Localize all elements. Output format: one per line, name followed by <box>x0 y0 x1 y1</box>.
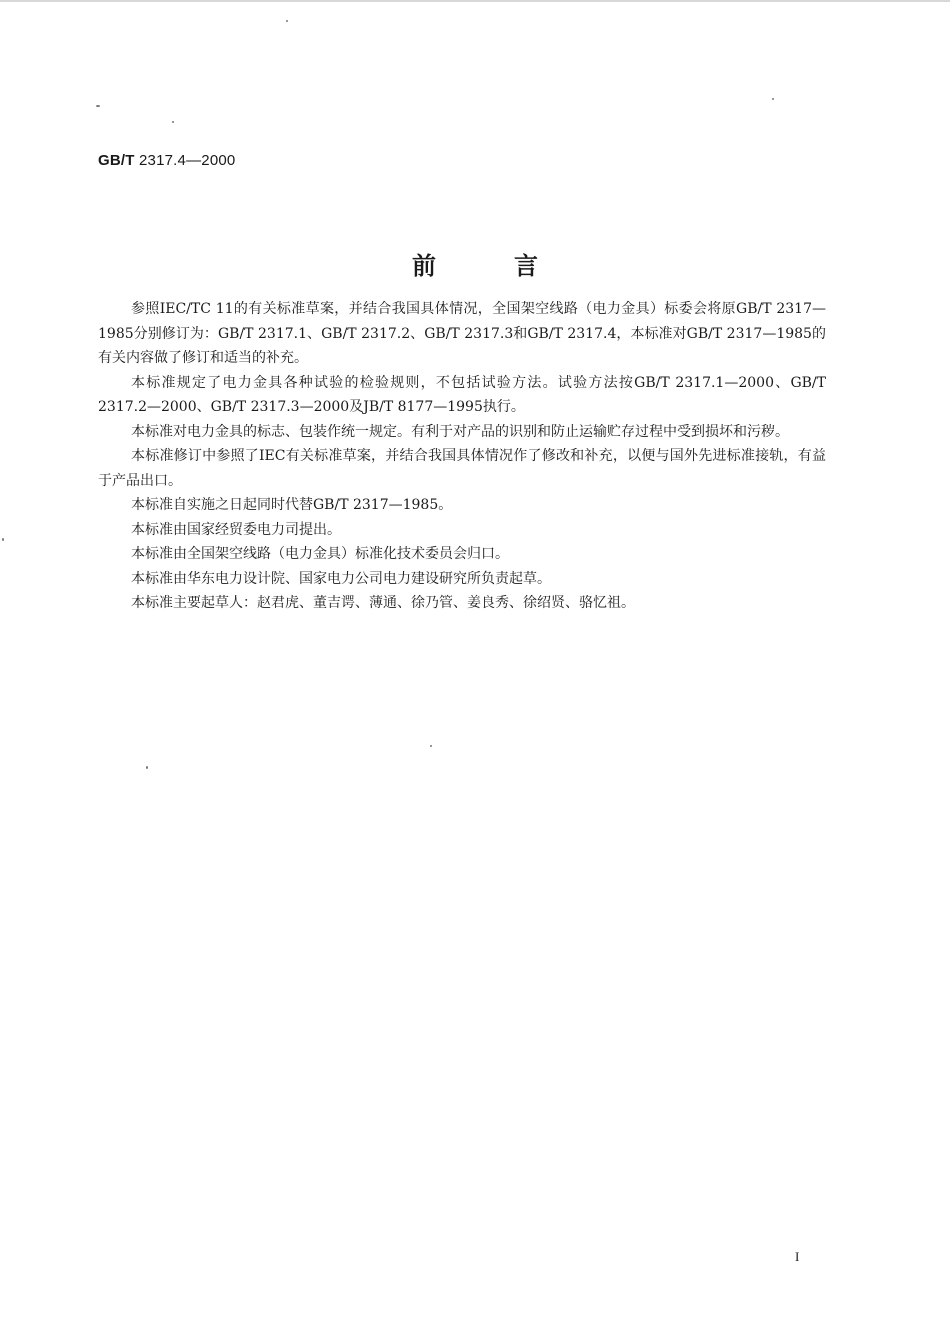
standard-number-rest: 2317.4—2000 <box>134 152 236 169</box>
scan-speck <box>2 538 4 541</box>
paragraph: 本标准由全国架空线路（电力金具）标准化技术委员会归口。 <box>131 546 509 562</box>
paragraph: 本标准由华东电力设计院、国家电力公司电力建设研究所负责起草。 <box>131 570 551 587</box>
paragraph: 本标准由国家经贸委电力司提出。 <box>131 521 341 538</box>
paragraph: 参照IEC/TC 11的有关标准草案，并结合我国具体情况，全国架空线路（电力金具）标委会将原GB/T 2317—1985分别修订为：GB/T 2317.1、GB/T 2317.2、GB/T 2317.3和GB/T 2317.4，本标准对GB/T 2317—1985的有关内容做了修订和适当的补充。 <box>98 301 826 366</box>
paragraph: 本标准对电力金具的标志、包装作统一规定。有利于对产品的识别和防止运输贮存过程中受到损坏和污秽。 <box>131 423 789 440</box>
scan-speck <box>172 121 174 123</box>
paragraph: 本标准修订中参照了IEC有关标准草案，并结合我国具体情况作了修改和补充，以便与国外先进标准接轨，有益于产品出口。 <box>98 448 826 489</box>
scan-speck <box>286 20 288 22</box>
paragraph: 本标准规定了电力金具各种试验的检验规则，不包括试验方法。试验方法按GB/T 2317.1—2000、GB/T 2317.2—2000、GB/T 2317.3—2000及JB/T 8177—1995执行。 <box>98 374 826 415</box>
scan-speck <box>96 105 100 107</box>
page-top-edge <box>0 0 950 2</box>
page-number: I <box>795 1249 800 1264</box>
standard-number <box>98 151 235 169</box>
standard-number-prefix: GB/T <box>98 152 135 169</box>
scan-speck <box>772 98 774 100</box>
paragraph: 本标准自实施之日起同时代替GB/T 2317—1985。 <box>131 497 453 513</box>
scan-speck <box>146 766 148 769</box>
document-body <box>98 297 826 616</box>
page-title: 前言 <box>412 252 616 280</box>
paragraph: 本标准主要起草人：赵君虎、董吉谔、薄通、徐乃管、姜良秀、徐绍贤、骆忆祖。 <box>131 595 635 611</box>
scan-speck <box>430 745 432 747</box>
